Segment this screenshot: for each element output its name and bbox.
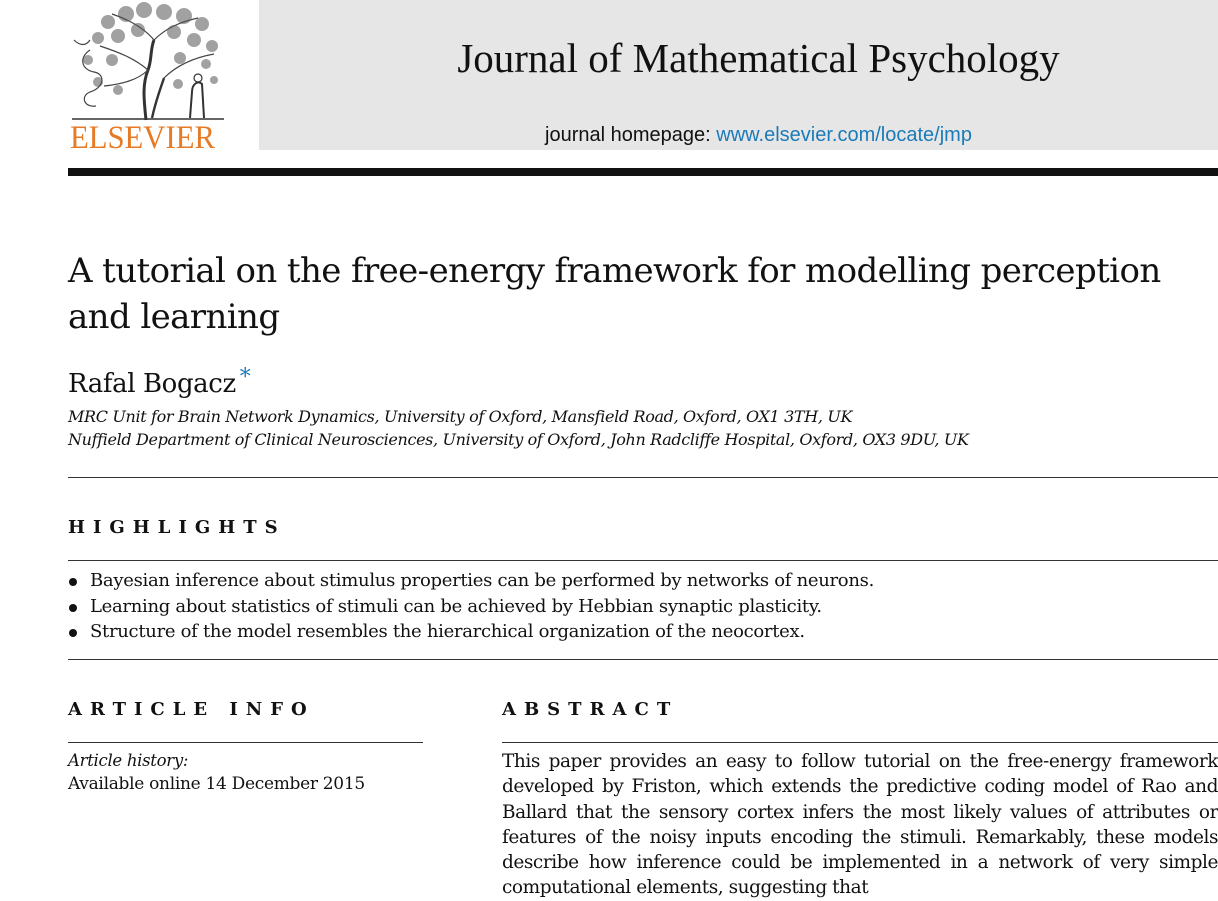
highlight-item: Learning about statistics of stimuli can be achieved by Hebbian synaptic plasticity. [68,594,1218,620]
highlights-bottom-rule [68,659,1218,660]
header-divider [68,168,1218,176]
journal-header-band [259,0,1218,150]
bullet-icon [69,578,77,586]
article-history-value: Available online 14 December 2015 [68,774,365,794]
elsevier-tree-icon [68,0,228,122]
journal-homepage [259,122,1218,148]
homepage-link[interactable]: www.elsevier.com/locate/jmp [716,124,972,146]
affiliation-2: Nuffield Department of Clinical Neurosciences, University of Oxford, John Radcliffe Hospital, Oxford, OX3 9DU, UK [68,430,969,449]
highlight-item: Structure of the model resembles the hierarchical organization of the neocortex. [68,619,1218,645]
highlights-top-rule [68,560,1218,561]
publisher-logo [68,0,228,155]
author [68,360,250,402]
abstract-rule [502,742,1218,743]
homepage-label: journal homepage: [545,124,711,146]
bullet-icon [69,629,77,637]
article-history-label: Article history: [68,751,189,770]
affiliation-1: MRC Unit for Brain Network Dynamics, University of Oxford, Mansfield Road, Oxford, OX1 3TH, UK [68,407,853,426]
article-info-heading: ARTICLE INFO [68,699,315,720]
highlights-list [68,568,1218,645]
highlight-item: Bayesian inference about stimulus properties can be performed by networks of neurons. [68,568,1218,594]
abstract-text: This paper provides an easy to follow tutorial on the free-energy framework developed by Friston, which extends the predictive coding model of Rao and Ballard that the sensory cortex infers the most likely values of attributes or features of the noisy inputs encoding the stimuli. Remarkably, these models describe how inference could be implemented in a network of very simple computational elements, suggesting that [502,751,1218,899]
author-name: Rafal Bogacz [68,369,236,399]
article-info-rule [68,742,423,743]
abstract-heading: ABSTRACT [502,699,679,720]
article-title: A tutorial on the free-energy framework for modelling perception and learning [68,251,1161,337]
section-divider [68,477,1218,478]
journal-title: Journal of Mathematical Psychology [457,35,1060,81]
publisher-wordmark: ELSEVIER [70,120,215,156]
bullet-icon [69,604,77,612]
corresponding-author-link[interactable]: * [239,365,251,390]
highlights-heading: HIGHLIGHTS [68,517,286,538]
